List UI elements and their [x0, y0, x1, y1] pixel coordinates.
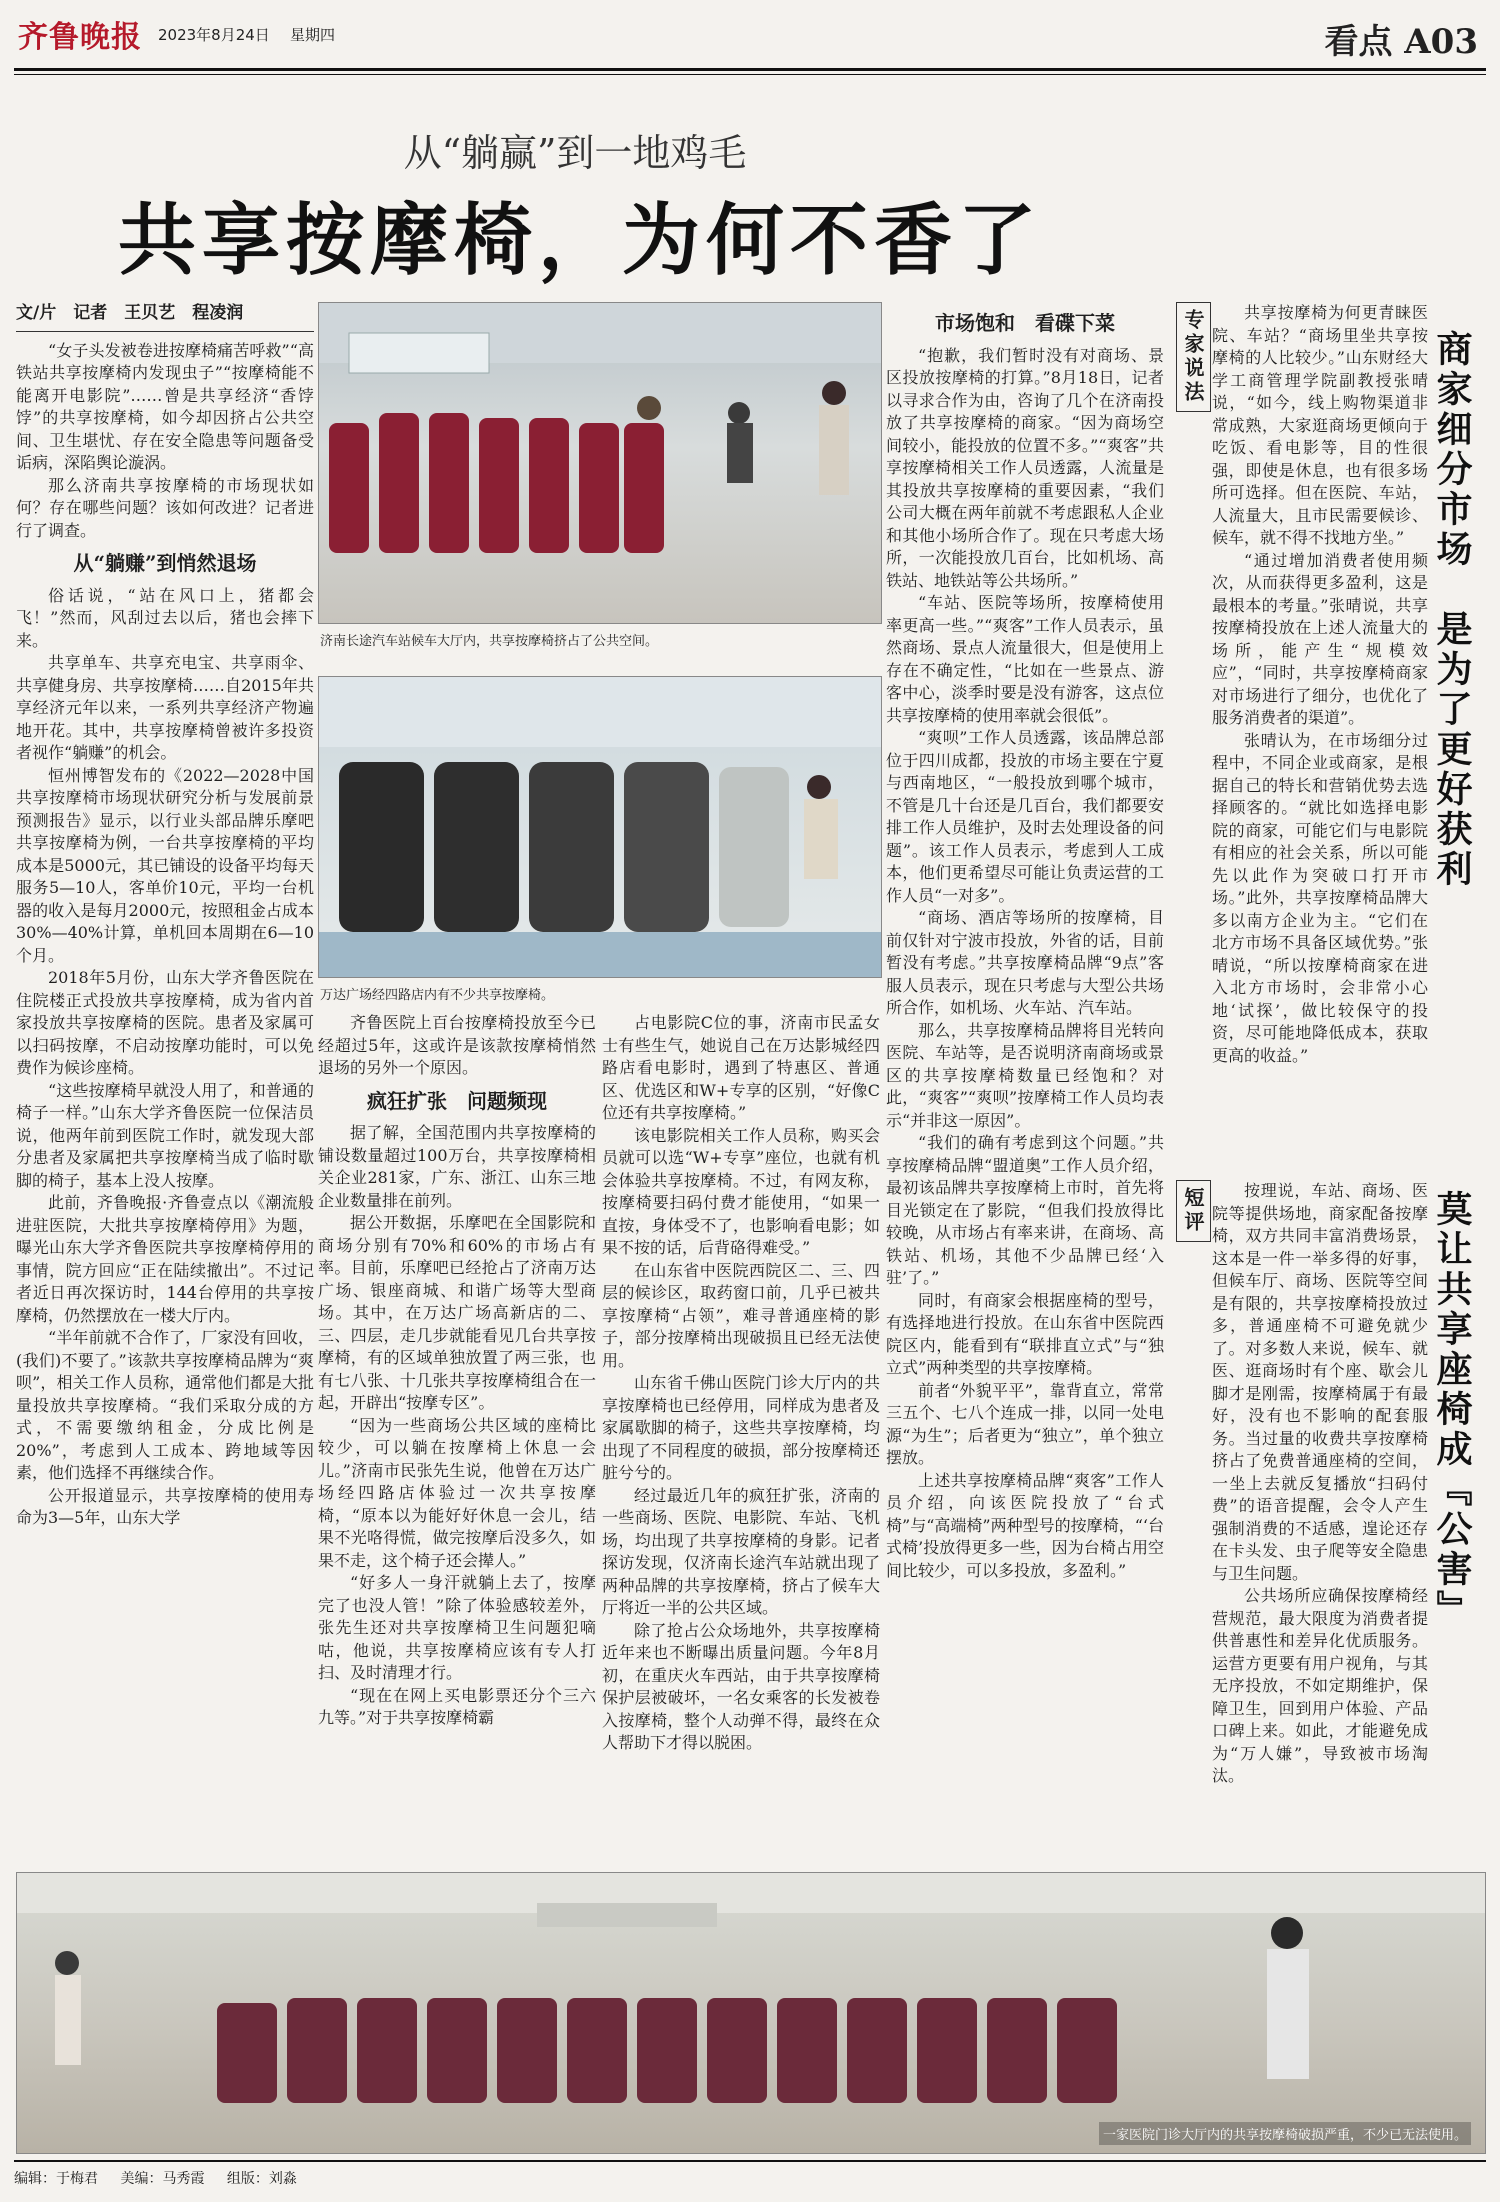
- commentary-label: 短评: [1176, 1180, 1211, 1242]
- paragraph: 上述共享按摩椅品牌“爽客”工作人员介绍，向该医院投放了“台式椅”与“高端椅”两种型号的按摩椅，“‘台式椅’投放得更多一些，因为台椅占用空间比较少，可以多投放，多盈利。”: [886, 1470, 1164, 1580]
- paragraph: “抱歉，我们暂时没有对商场、景区投放按摩椅的打算。”8月18日，记者以寻求合作为由，咨询了几个在济南投放了共享按摩椅的商家。“因为商场空间较小，能投放的位置不多。”“爽客”共享按摩椅相关工作人员透露，人流量是其投放共享按摩椅的重要因素，“我们公司大概在两年前就不考虑跟私人企业和其他小场所合作了。现在只考虑大场所，一次能投放几百台，比如机场、高铁站、地铁站等公共场所。”: [886, 345, 1164, 590]
- paragraph: 公共场所应确保按摩椅经营规范，最大限度为消费者提供普惠性和差异化优质服务。运营方更要有用户视角，与其无序投放，不如定期维护，保障卫生，回到用户体验、产品口碑上来。如此，才能避免成为“万人嫌”，导致被市场淘汰。: [1212, 1586, 1428, 1785]
- paragraph: “车站、医院等场所，按摩椅使用率更高一些。”“爽客”工作人员表示，虽然商场、景点人流量很大，但是使用上存在不确定性，“比如在一些景点、游客中心，淡季时要是没有游客，这点位共享按摩椅的使用率就会很低”。: [886, 593, 1164, 725]
- paragraph: “我们的确有考虑到这个问题。”共享按摩椅品牌“盟道奥”工作人员介绍，最初该品牌共享按摩椅上市时，首先将目光锁定在了影院，“但我们投放得比较晚，从市场占有率来讲，在商场、高铁站、机场，其他不少品牌已经‘入驻’了。”: [886, 1133, 1164, 1287]
- issue-date: 2023年8月24日: [158, 26, 270, 44]
- paragraph: 据了解，全国范围内共享按摩椅的铺设数量超过100万台，共享按摩椅相关企业281家，广东、浙江、山东三地企业数量排在前列。: [318, 1123, 596, 1210]
- article-column-3: [602, 1012, 880, 1755]
- paragraph: 据公开数据，乐摩吧在全国影院和商场分别有70%和60%的市场占有率。目前，乐摩吧已经抢占了济南万达广场、银座商城、和谐广场等大型商场。其中，在万达广场高新店的二、三、四层，走几步就能看见几台共享按摩椅，有的区域单独放置了两三张，也有七八张、十几张共享按摩椅组合在一起，开辟出“按摩专区”。: [318, 1213, 596, 1412]
- expert-opinion-title: 商家细分市场 是为了更好获利: [1431, 330, 1473, 890]
- paragraph: “好多人一身汗就躺上去了，按摩完了也没人管！”除了体验感较差外，张先生还对共享按摩椅卫生问题犯嘀咕，他说，共享按摩椅应该有专人打扫、及时清理才行。: [318, 1573, 596, 1682]
- paragraph: 那么，共享按摩椅品牌将目光转向医院、车站等，是否说明济南商场或景区的共享按摩椅数量已经饱和？对此，“爽客”“爽呗”按摩椅工作人员均表示“并非这一原因”。: [886, 1020, 1164, 1130]
- paragraph: 除了抢占公众场地外，共享按摩椅近年来也不断曝出质量问题。今年8月初，在重庆火车西站，由于共享按摩椅保护层被破坏，一名女乘客的长发被卷入按摩椅，整个人动弹不得，最终在众人帮助下才得以脱困。: [602, 1620, 880, 1752]
- masthead: [0, 0, 1500, 68]
- article-column-1: [16, 302, 314, 1530]
- paragraph: 在山东省中医院西院区二、三、四层的候诊区，取药窗口前，几乎已被共享按摩椅“占领”，难寻普通座椅的影子，部分按摩椅出现破损且已经无法使用。: [602, 1260, 880, 1370]
- photo-caption: 济南长途汽车站候车大厅内，共享按摩椅挤占了公共空间。: [320, 634, 659, 649]
- paragraph: 该电影院相关工作人员称，购买会员就可以选“W+专享”座位，也就有机会体验共享按摩椅。不过，有网友称，按摩椅要扫码付费才能使用，“如果一直按，身体受不了，也影响看电影；如果不按的话，后背硌得难受。”: [602, 1125, 880, 1257]
- paragraph: 俗话说，“站在风口上，猪都会飞！”然而，风刮过去以后，猪也会摔下来。: [16, 585, 314, 650]
- commentary-title: 莫让共享座椅成『公害』: [1431, 1190, 1473, 1630]
- paragraph: 张晴认为，在市场细分过程中，不同企业或商家，是根据自己的特长和营销优势去选择顾客的。“就比如选择电影院的商家，可能它们与电影院有相应的社会关系，所以可能先以此作为突破口打开市场。”此外，共享按摩椅品牌大多以南方企业为主。“它们在北方市场不具备区域优势。”张晴说，“所以按摩椅商家在进入北方市场时，会非常小心地‘试探’，做比较保守的投资，尽可能地降低成本，获取更高的收益。”: [1212, 730, 1428, 1065]
- photo-illustration: [17, 1873, 1485, 2153]
- byline: 文/片 记者 王贝艺 程凌润: [16, 303, 244, 323]
- subheading: 疯狂扩张 问题频现: [367, 1088, 547, 1113]
- paragraph: 共享单车、共享充电宝、共享雨伞、共享健身房、共享按摩椅……自2015年共享经济元年以来，一系列共享经济产物遍地开花。其中，共享按摩椅曾被许多投资者视作“躺赚”的机会。: [16, 653, 314, 762]
- expert-opinion-label: 专家说法: [1176, 302, 1211, 412]
- paragraph: 2018年5月份，山东大学齐鲁医院在住院楼正式投放共享按摩椅，成为省内首家投放共享按摩椅的医院。患者及家属可以扫码按摩，不启动按摩功能时，可以免费作为候诊座椅。: [16, 968, 314, 1077]
- photo-bus-station: [318, 302, 882, 624]
- footer-credits: [14, 2168, 315, 2188]
- paragraph: 那么济南共享按摩椅的市场现状如何？存在哪些问题？该如何改进？记者进行了调查。: [16, 475, 314, 540]
- subheading: 从“躺赚”到悄然退场: [73, 551, 257, 575]
- paragraph: “女子头发被卷进按摩椅痛苦呼救”“高铁站共享按摩椅内发现虫子”“按摩椅能不能离开电影院”……曾是共享经济“香饽饽”的共享按摩椅，如今却因挤占公共空间、卫生堪忧、存在安全隐患等问题备受诟病，深陷舆论漩涡。: [16, 340, 314, 472]
- expert-opinion-column: [1212, 302, 1428, 1067]
- header-rule-thin: [14, 74, 1486, 75]
- article-headline: 共享按摩椅，为何不香了: [117, 195, 1042, 286]
- paragraph: 同时，有商家会根据座椅的型号，有选择地进行投放。在山东省中医院西院区内，能看到有“联排直立式”与“独立式”两种类型的共享按摩椅。: [886, 1290, 1164, 1377]
- article-column-2: [318, 1012, 596, 1730]
- paragraph: 经过最近几年的疯狂扩张，济南的一些商场、医院、电影院、车站、飞机场，均出现了共享按摩椅的身影。记者探访发现，仅济南长途汽车站就出现了两种品牌的共享按摩椅，挤占了候车大厅将近一半的公共区域。: [602, 1485, 880, 1617]
- photo-caption: 万达广场经四路店内有不少共享按摩椅。: [320, 988, 555, 1003]
- paragraph: “现在在网上买电影票还分个三六九等。”对于共享按摩椅霸: [318, 1685, 596, 1727]
- subheading: 市场饱和 看碟下菜: [935, 311, 1115, 335]
- article-column-4: [886, 302, 1164, 1582]
- paragraph: 此前，齐鲁晚报·齐鲁壹点以《潮流般进驻医院，大批共享按摩椅停用》为题，曝光山东大学齐鲁医院共享按摩椅停用的事情，院方回应“正在陆续撤出”。不过记者近日再次探访时，144台停用的共享按摩椅，仍然摆放在一楼大厅内。: [16, 1193, 314, 1325]
- paragraph: “半年前就不合作了，厂家没有回收，(我们)不要了。”该款共享按摩椅品牌为“爽呗”，相关工作人员称，通常他们都是大批量投放共享按摩椅。“我们采取分成的方式，不需要缴纳租金，分成比例是20%”，考虑到人工成本、跨地域等因素，他们选择不再继续合作。: [16, 1328, 314, 1482]
- paragraph: “商场、酒店等场所的按摩椅，目前仅针对宁波市投放，外省的话，目前暂没有考虑。”共享按摩椅品牌“9点”客服人员表示，现在只考虑与大型公共场所合作，如机场、火车站、汽车站。: [886, 908, 1164, 1017]
- commentary-column: [1212, 1180, 1428, 1788]
- proof-credit: 组版：刘淼: [226, 2171, 297, 2187]
- paragraph: 共享按摩椅为何更青睐医院、车站？“商场里坐共享按摩椅的人比较少。”山东财经大学工商管理学院副教授张晴说，“如今，线上购物渠道非常成熟，大家逛商场更倾向于吃饭、看电影等，目的性很强，即使是休息，也有很多场所可选择。但在医院、车站，人流量大，且市民需要候诊、候车，就不得不找地方坐。”: [1212, 303, 1428, 547]
- footer-rule: [14, 2160, 1486, 2162]
- paragraph: “通过增加消费者使用频次，从而获得更多盈利，这是最根本的考量。”张晴说，共享按摩椅投放在上述人流量大的场所，能产生“规模效应”，“同时，共享按摩椅商家对市场进行了细分，也优化了服务消费者的渠道”。: [1212, 550, 1428, 727]
- paragraph: “爽呗”工作人员透露，该品牌总部位于四川成都，投放的市场主要在宁夏与西南地区，“一般投放到哪个城市，不管是几十台还是几百台，我们都要安排工作人员维护，及时去处理设备的问题”。该工作人员表示，考虑到人工成本，他们更希望尽可能让负责运营的工作人员“一对多”。: [886, 728, 1164, 905]
- photo-hospital-hall: [16, 1872, 1486, 2154]
- paragraph: 前者“外貌平平”，靠背直立，常常三五个、七八个连成一排，以同一处电源“为生”；后者更为“独立”，单个独立摆放。: [886, 1380, 1164, 1467]
- paragraph: “这些按摩椅早就没人用了，和普通的椅子一样。”山东大学齐鲁医院一位保洁员说，他两年前到医院工作时，就发现大部分患者及家属把共享按摩椅当成了临时歇脚的椅子，基本上没人按摩。: [16, 1080, 314, 1190]
- article-kicker: 从“躺赢”到一地鸡毛: [403, 131, 747, 175]
- paragraph: “因为一些商场公共区域的座椅比较少，可以躺在按摩椅上休息一会儿。”济南市民张先生说，他曾在万达广场经四路店体验过一次共享按摩椅，“原本以为能好好休息一会儿，结果不光咯得慌，做完按摩后没多久，如果不走，这个椅子还会撵人。”: [318, 1415, 596, 1570]
- photo-wanda-plaza: [318, 676, 882, 978]
- byline-rule: [16, 331, 314, 332]
- paragraph: 公开报道显示，共享按摩椅的使用寿命为3—5年，山东大学: [16, 1485, 314, 1527]
- paragraph: 齐鲁医院上百台按摩椅投放至今已经超过5年，这或许是该款按摩椅悄然退场的另外一个原因。: [318, 1013, 596, 1077]
- editor-credit: 编辑：于梅君: [14, 2171, 98, 2187]
- header-rule: [14, 68, 1486, 71]
- paper-logo: 齐鲁晚报: [18, 20, 142, 55]
- designer-credit: 美编：马秀霞: [120, 2171, 205, 2187]
- photo-illustration: [319, 303, 881, 623]
- photo-illustration: [319, 677, 881, 977]
- photo-caption: 一家医院门诊大厅内的共享按摩椅破损严重，不少已无法使用。: [1099, 2122, 1471, 2145]
- section-label: 看点 A03: [1324, 22, 1478, 62]
- issue-weekday: 星期四: [290, 26, 336, 44]
- paragraph: 恒州博智发布的《2022—2028中国共享按摩椅市场现状研究分析与发展前景预测报告》显示，以行业头部品牌乐摩吧共享按摩椅为例，一台共享按摩椅的平均成本是5000元，其已铺设的设备平均每天服务5—10人，客单价10元，平均一台机器的收入是每月2000元，按照租金占成本30%—40%计算，单机回本周期在6—10个月。: [16, 765, 314, 965]
- paragraph: 按理说，车站、商场、医院等提供场地，商家配备按摩椅，双方共同丰富消费场景，这本是一件一举多得的好事，但候车厅、商场、医院等空间是有限的，共享按摩椅投放过多，普通座椅不可避免就少了。对多数人来说，候车、就医、逛商场时有个座、歇会儿脚才是刚需，按摩椅属于有最好，没有也不影响的配套服务。当过量的收费共享按摩椅挤占了免费普通座椅的空间，一坐上去就反复播放“扫码付费”的语音提醒，会令人产生强制消费的不适感，遑论还存在卡头发、虫子爬等安全隐患与卫生问题。: [1212, 1181, 1428, 1583]
- paragraph: 占电影院C位的事，济南市民孟女士有些生气，她说自己在万达影城经四路店看电影时，遇到了特惠区、普通区、优选区和W+专享的区别，“好像C位还有共享按摩椅。”: [602, 1013, 880, 1122]
- paragraph: 山东省千佛山医院门诊大厅内的共享按摩椅也已经停用，同样成为患者及家属歇脚的椅子，这些共享按摩椅，均出现了不同程度的破损，部分按摩椅还脏兮兮的。: [602, 1373, 880, 1482]
